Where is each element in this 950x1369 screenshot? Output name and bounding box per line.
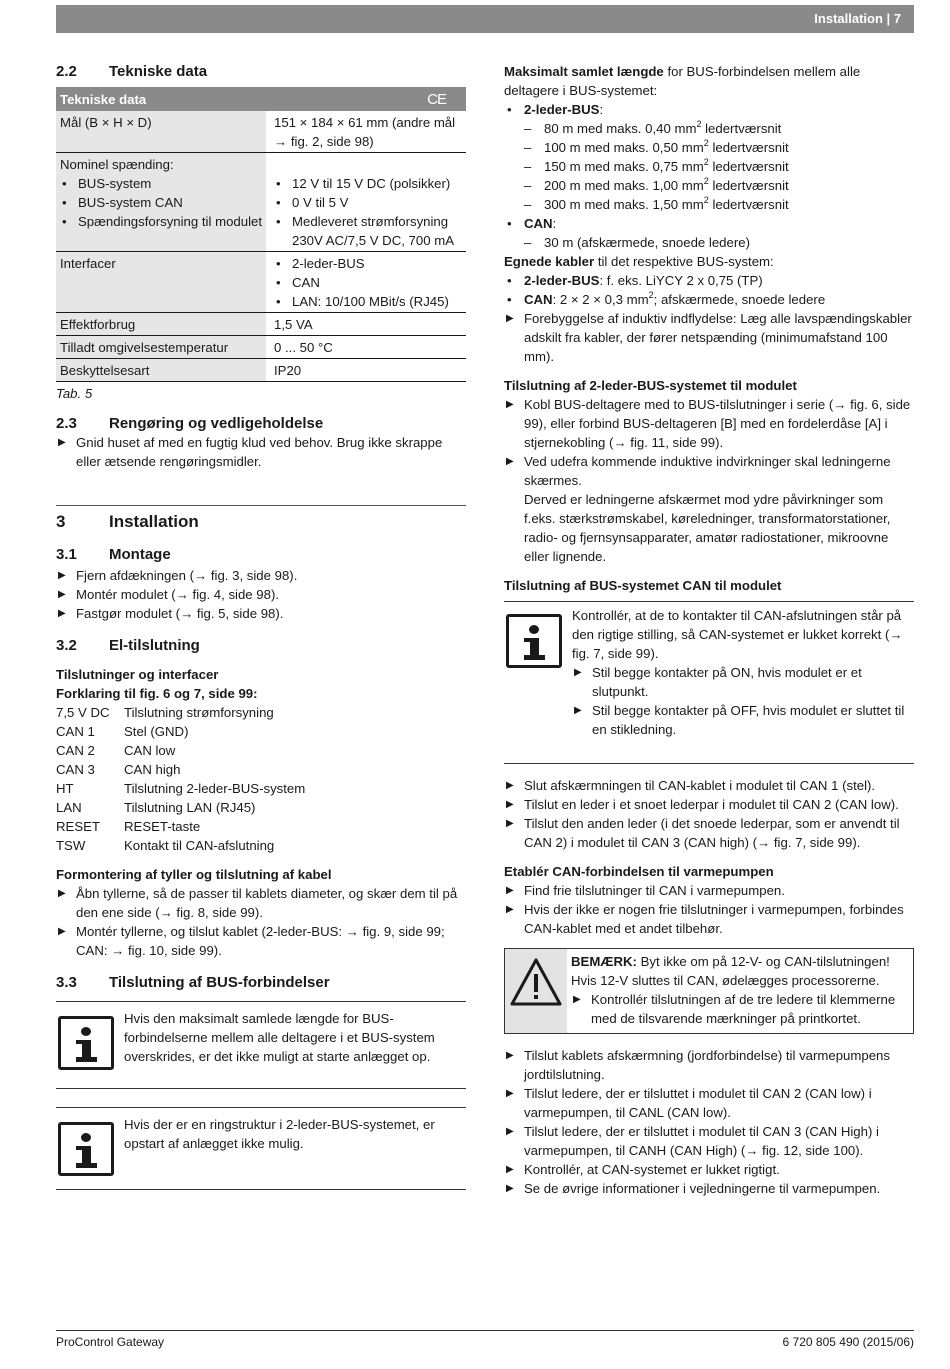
table-row: Nominel spænding: • BUS-system • BUS-system CAN • Spændingsforsyning til modulet • 12 V til 15 V DC (polsikker) • 0 V til 5 V • Medleveret strømforsyning 230V AC/7,5 V DC, 700 mA — [56, 153, 466, 252]
list-item: – 200 m med maks. 1,00 $mm^2$ ledertværsnit — [504, 176, 914, 195]
page-footer — [56, 1330, 914, 1352]
list-item: ▶ Åbn tyllerne, så de passer til kablets diameter, og skær dem til på den ene side (→ fig. 8, side 99). — [56, 884, 466, 922]
ce-mark-icon: CE — [427, 90, 446, 108]
list-item: ▶ Tilslut ledere, der er tilsluttet i modulet til CAN 3 (CAN High) i varmepumpen, til CANH (CAN High) (→ fig. 12, side 100). — [504, 1122, 914, 1160]
list-item: ▶ Forebyggelse af induktiv indflydelse: Læg alle lavspændingskabler adskilt fra kabler, der fører netspænding (minimumafstand 100 mm). — [504, 309, 914, 366]
subheading: Forklaring til fig. 6 og 7, side 99: — [56, 686, 258, 701]
connection-legend: 7,5 V DC Tilslutning strømforsyning CAN 1 Stel (GND) CAN 2 CAN low CAN 3 CAN high HT Tilslutning 2-leder-BUS-system LAN Tilslutning LAN (RJ45) RESET RESET-taste TSW Kontakt til CAN-afslutning — [56, 705, 306, 853]
list-item: • CAN: — [504, 214, 914, 233]
page-header-bar — [56, 5, 914, 33]
list-item: – 80 m med maks. 0,40 $mm^2$ ledertværsnit — [504, 119, 914, 138]
list-item: ▶ Se de øvrige informationer i vejledningerne til varmepumpen. — [504, 1179, 914, 1198]
list-item: ▶ Kontrollér tilslutningen af de tre ledere til klemmerne med de tilsvarende mærkninger på printkortet. — [571, 990, 907, 1028]
list-item: • CAN: 2 × 2 × 0,3 $mm^2$; afskærmede, snoede ledere — [504, 290, 914, 309]
section-3-3-heading: 3.3 Tilslutning af BUS-forbindelser — [56, 974, 330, 991]
list-item: ▶ Montér modulet (→ fig. 4, side 98). — [56, 585, 466, 604]
paragraph: Egnede kabler til det respektive BUS-system: — [504, 254, 774, 269]
footer-product: ProControl Gateway — [56, 1335, 165, 1349]
warning-note: BEMÆRK: Byt ikke om på 12-V- og CAN-tilslutningen! Hvis 12-V sluttes til CAN, ødelægges processorerne. ▶ Kontrollér tilslutningen af de tre ledere til klemmerne med de tilsvarende mærkninger på printkortet. — [504, 948, 914, 1034]
subheading: Etablér CAN-forbindelsen til varmepumpen — [504, 864, 774, 879]
info-icon — [58, 1016, 114, 1070]
section-2-3-heading: 2.3 Rengøring og vedligeholdelse — [56, 415, 324, 432]
header-label: Installation | 7 — [814, 11, 901, 26]
list-item: – 150 m med maks. 0,75 $mm^2$ ledertværsnit — [504, 157, 914, 176]
table-row: Mål (B × H × D) 151 × 184 × 61 mm (andre mål → fig. 2, side 98) — [56, 111, 466, 153]
list-item: ▶ Montér tyllerne, og tilslut kablet (2-leder-BUS: → fig. 9, side 99; CAN: → fig. 10, side 99). — [56, 922, 466, 960]
list-item: – 300 m med maks. 1,50 $mm^2$ ledertværsnit — [504, 195, 914, 214]
subheading: Tilslutning af BUS-systemet CAN til modulet — [504, 578, 782, 593]
section-2-2-heading: 2.2 Tekniske data — [56, 63, 208, 80]
list-item: ▶ Tilslut kablets afskærmning (jordforbindelse) til varmepumpens jordtilslutning. — [504, 1046, 914, 1084]
tech-data-table — [56, 87, 466, 382]
list-item: – 100 m med maks. 0,50 $mm^2$ ledertværsnit — [504, 138, 914, 157]
left-column — [56, 60, 466, 1190]
section-3-2-heading: 3.2 El-tilslutning — [56, 637, 200, 654]
section-3-heading: 3 Installation — [56, 512, 199, 531]
table-header: Tekniske data CE — [56, 87, 466, 111]
subheading: Formontering af tyller og tilslutning af kabel — [56, 867, 332, 882]
info-icon — [506, 614, 562, 668]
table-row: Effektforbrug 1,5 VA — [56, 313, 466, 336]
footer-doc-number: 6 720 805 490 (2015/06) — [782, 1335, 914, 1349]
section-3-1-heading: 3.1 Montage — [56, 546, 171, 563]
list-item: • 2-leder-BUS: — [504, 100, 914, 119]
list-item: ▶ Ved udefra kommende induktive indvirkninger skal ledningerne skærmes. Derved er ledningerne afskærmet mod ydre påvirkninger som f.eks. stærkstrømskabel, køreledninger, transformatorstationer, radio- og fjernsynsapparater, amatør radiostationer, mikroovne eller lignende. — [504, 452, 914, 566]
list-item: ▶ Stil begge kontakter på ON, hvis modulet er et slutpunkt. — [572, 663, 914, 701]
table-row: Tilladt omgivelsestemperatur 0 ... 50 °C — [56, 336, 466, 359]
list-item: ▶ Tilslut en leder i et snoet lederpar i modulet til CAN 2 (CAN low). — [504, 795, 914, 814]
info-icon — [58, 1122, 114, 1176]
info-note: Hvis der er en ringstruktur i 2-leder-BUS-systemet, er opstart af anlægget ikke mulig. — [56, 1107, 466, 1190]
list-item: ▶ Stil begge kontakter på OFF, hvis modulet er sluttet til en stikledning. — [572, 701, 914, 739]
list-item: ▶ Tilslut ledere, der er tilsluttet i modulet til CAN 2 (CAN low) i varmepumpen, til CANL (CAN low). — [504, 1084, 914, 1122]
list-item: ▶ Find frie tilslutninger til CAN i varmepumpen. — [504, 881, 914, 900]
right-column — [504, 62, 914, 1198]
table-caption: Tab. 5 — [56, 386, 93, 401]
list-item: ▶ Fastgør modulet (→ fig. 5, side 98). — [56, 604, 466, 623]
list-item: ▶ Fjern afdækningen (→ fig. 3, side 98). — [56, 566, 466, 585]
table-row: Interfacer • 2-leder-BUS • CAN • LAN: 10/100 MBit/s (RJ45) — [56, 252, 466, 313]
table-row: Beskyttelsesart IP20 — [56, 359, 466, 382]
info-note: Hvis den maksimalt samlede længde for BUS-forbindelserne mellem alle deltagere i et BUS-system overskrides, er det ikke muligt at starte anlægget op. — [56, 1001, 466, 1089]
list-item: • 2-leder-BUS: f. eks. LiYCY 2 x 0,75 (TP) — [504, 271, 914, 290]
list-item: ▶ Hvis der ikke er nogen frie tilslutninger i varmepumpen, forbindes CAN-kablet med et andet tilbehør. — [504, 900, 914, 938]
list-item: ▶ Slut afskærmningen til CAN-kablet i modulet til CAN 1 (stel). — [504, 776, 914, 795]
list-item: ▶ Tilslut den anden leder (i det snoede lederpar, som er anvendt til CAN 2) i modulet til CAN 3 (CAN high) (→ fig. 7, side 99). — [504, 814, 914, 852]
subheading: Tilslutninger og interfacer — [56, 667, 219, 682]
paragraph: Maksimalt samlet længde for BUS-forbindelsen mellem alle deltagere i BUS-systemet: — [504, 64, 861, 98]
list-item: ▶ Gnid huset af med en fugtig klud ved behov. Brug ikke skrappe eller ætsende rengøringsmidler. — [56, 433, 466, 471]
info-note: Kontrollér, at de to kontakter til CAN-afslutningen står på den rigtige stilling, så CAN-systemet er lukket korrekt (→ fig. 7, side 99). ▶ Stil begge kontakter på ON, hvis modulet er et slutpunkt. ▶ Stil begge kontakter på OFF, hvis modulet er sluttet til en stikledning. — [504, 601, 914, 764]
list-item: ▶ Kobl BUS-deltagere med to BUS-tilslutninger i serie (→ fig. 6, side 99), eller forbind BUS-deltageren [B] med en fordelerdåse [A] i stjernekobling (→ fig. 11, side 99). — [504, 395, 914, 452]
list-item: ▶ Kontrollér, at CAN-systemet er lukket rigtigt. — [504, 1160, 914, 1179]
warning-triangle-icon — [509, 957, 563, 1007]
section-divider — [56, 505, 466, 506]
subheading: Tilslutning af 2-leder-BUS-systemet til modulet — [504, 378, 797, 393]
list-item: – 30 m (afskærmede, snoede ledere) — [504, 233, 914, 252]
